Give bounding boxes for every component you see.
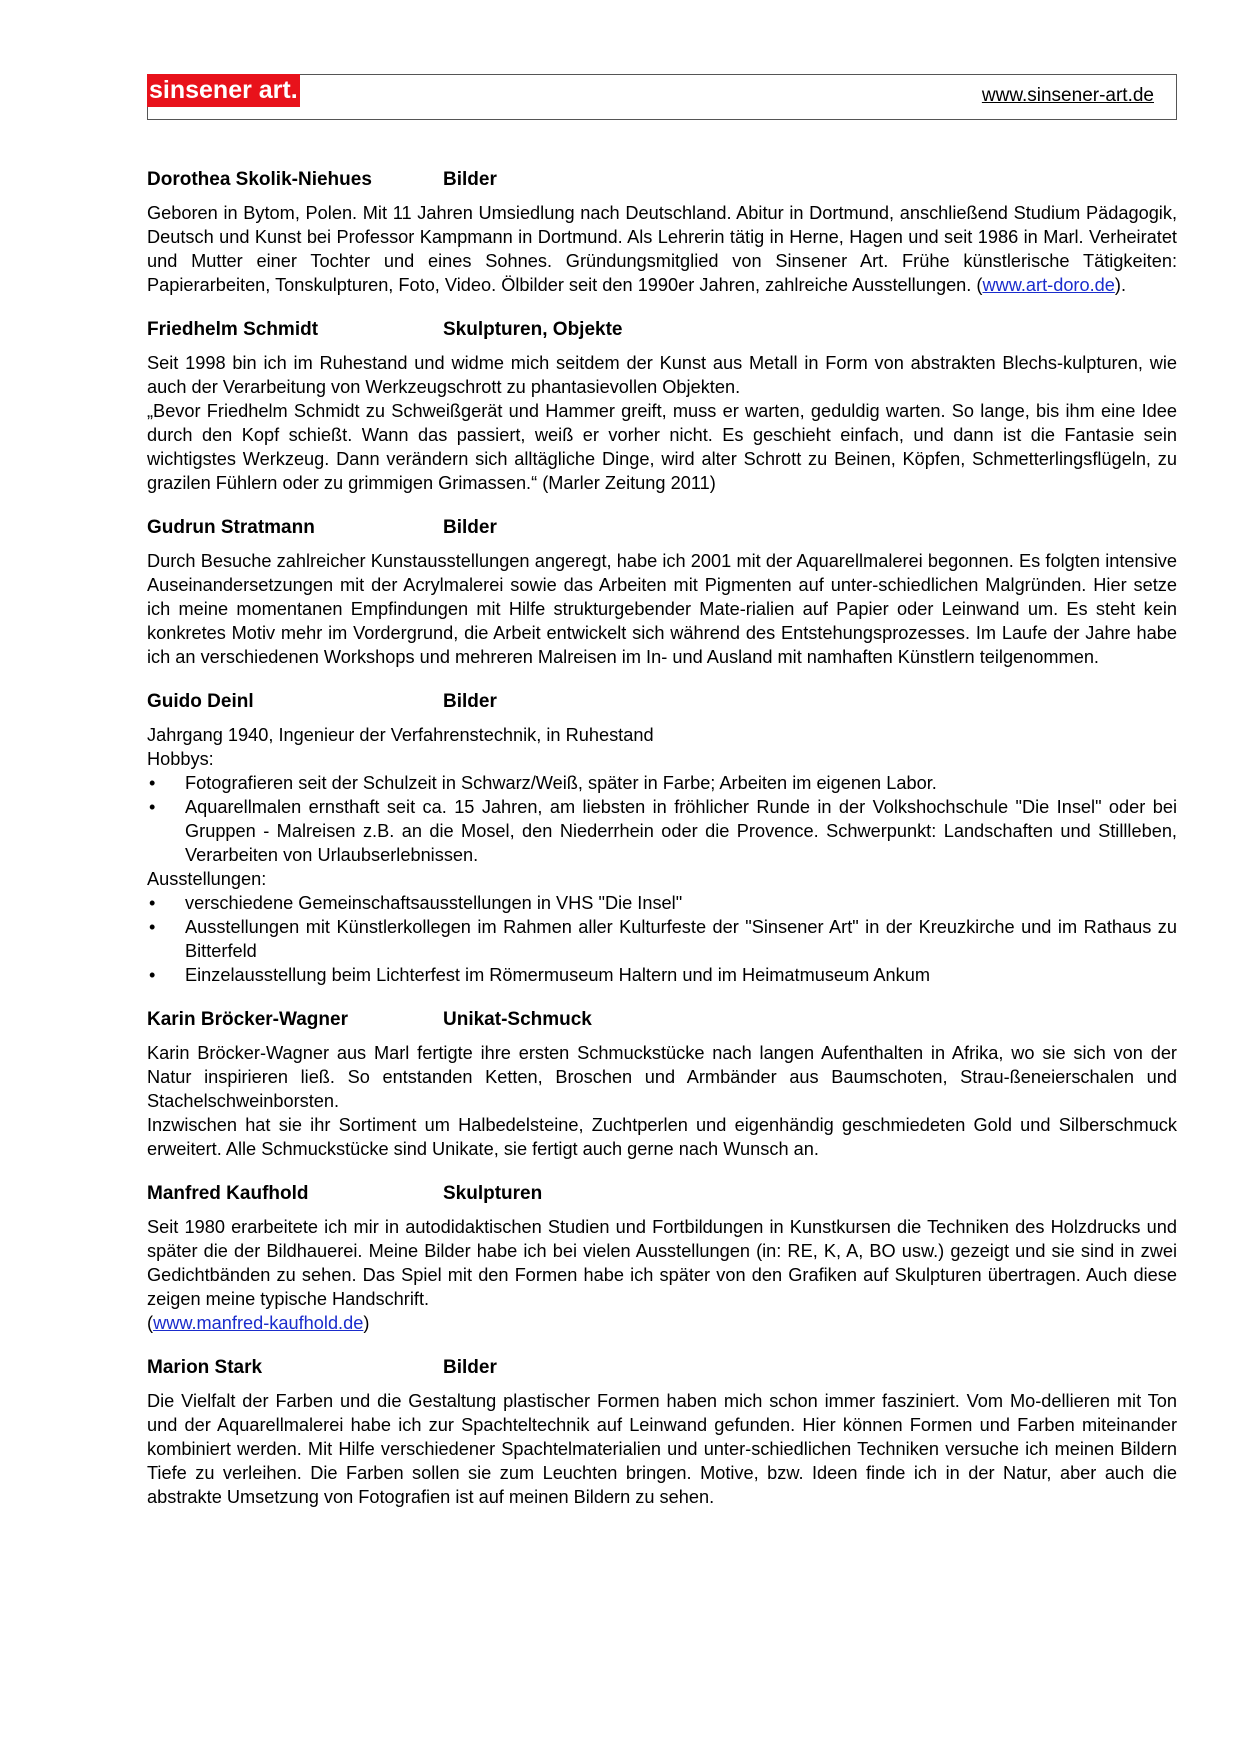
artist-website-link[interactable]: www.manfred-kaufhold.de <box>153 1313 364 1333</box>
bullet-icon: • <box>149 917 156 937</box>
artist-name: Dorothea Skolik-Niehues <box>147 169 372 190</box>
artist-heading <box>147 168 1177 192</box>
artist-bio: Durch Besuche zahlreicher Kunstausstellungen angeregt, habe ich 2001 mit der Aquarellmalerei begonnen. Es folgten intensive Auseinandersetzungen mit der Acrylmalerei sowie das Arbeiten mit Pigmenten auf unter-schiedlichen Malgründen. Hier setze ich meine momentanen Empfindungen mit Hilfe strukturgebender Mate-rialien auf Papier oder Leinwand um. Es steht kein konkretes Motiv mehr im Vordergrund, die Arbeit entwickelt sich während des Entstehungsprozesses. Im Laufe der Jahre habe ich an verschiedenen Workshops und mehreren Malreisen im In- und Ausland mit namhaften Künstlern teilgenommen. <box>147 551 1177 667</box>
artist-heading <box>147 1356 1177 1380</box>
artist-link-line <box>147 1311 1177 1335</box>
artist-bio: Seit 1980 erarbeitete ich mir in autodidaktischen Studien und Fortbildungen in Kunstkursen die Techniken des Holzdrucks und später die der Bildhauerei. Meine Bilder habe ich bei vielen Ausstellungen (in: RE, K, A, BO usw.) gezeigt und sie sind in zwei Gedichtbänden zu sehen. Das Spiel mit den Formen habe ich später von den Grafiken auf Skulpturen übertragen. Auch diese zeigen meine typische Handschrift. <box>147 1217 1177 1309</box>
list-item <box>147 963 1177 987</box>
bullet-icon: • <box>149 773 156 793</box>
artist-bio: Karin Bröcker-Wagner aus Marl fertigte ihre ersten Schmuckstücke nach langen Aufenthalten in Afrika, wo sie sich von der Natur inspirieren ließ. So entstanden Ketten, Broschen und Armbänder aus Baumschoten, Strau-ßeneierschalen und Stachelschweinborsten. <box>147 1043 1177 1111</box>
artist-category: Skulpturen <box>443 1183 543 1204</box>
paren-open: ( <box>147 1313 154 1333</box>
list-item-text: Einzelausstellung beim Lichterfest im Römermuseum Haltern und im Heimatmuseum Ankum <box>185 965 930 985</box>
website-link[interactable]: www.sinsener-art.de <box>981 85 1154 106</box>
exhibitions-label: Ausstellungen: <box>147 869 267 889</box>
brand-logo: sinsener art. <box>147 74 300 107</box>
artist-category: Bilder <box>443 169 497 190</box>
list-item-text: verschiedene Gemeinschaftsausstellungen in VHS "Die Insel" <box>185 893 683 913</box>
artist-category: Bilder <box>443 1357 497 1378</box>
bullet-icon: • <box>149 965 156 985</box>
artist-bio-continued: Inzwischen hat sie ihr Sortiment um Halbedelsteine, Zuchtperlen und eigenhändig geschmiedeten Gold und Silberschmuck erweitert. Alle Schmuckstücke sind Unikate, sie fertigt auch gerne nach Wunsch an. <box>147 1115 1177 1159</box>
artist-entry <box>147 1008 1177 1161</box>
list-item <box>147 795 1177 867</box>
artist-website-link[interactable]: www.art-doro.de <box>982 275 1115 295</box>
artist-heading <box>147 1182 1177 1206</box>
artist-name: Gudrun Stratmann <box>147 517 315 538</box>
artist-name: Guido Deinl <box>147 691 254 712</box>
artist-entry <box>147 690 1177 987</box>
artist-bio: Seit 1998 bin ich im Ruhestand und widme mich seitdem der Kunst aus Metall in Form von abstrakten Blechs-kulpturen, wie auch der Verarbeitung von Werkzeugschrott zu phantasievollen Objekten. <box>147 353 1177 397</box>
list-item-text: Fotografieren seit der Schulzeit in Schwarz/Weiß, später in Farbe; Arbeiten im eigenen Labor. <box>185 773 937 793</box>
artist-heading <box>147 1008 1177 1032</box>
exhibitions-list <box>147 891 1177 987</box>
artist-entry <box>147 1356 1177 1509</box>
artist-category: Unikat-Schmuck <box>443 1009 592 1030</box>
artist-name: Karin Bröcker-Wagner <box>147 1009 348 1030</box>
artist-heading <box>147 690 1177 714</box>
paren-close: ) <box>363 1313 370 1333</box>
artist-name: Manfred Kaufhold <box>147 1183 309 1204</box>
list-item <box>147 891 1177 915</box>
list-item <box>147 771 1177 795</box>
hobbies-label: Hobbys: <box>147 749 214 769</box>
bio-text: Geboren in Bytom, Polen. Mit 11 Jahren Umsiedlung nach Deutschland. Abitur in Dortmund, anschließend Studium Pädagogik, Deutsch und Kunst bei Professor Kampmann in Dortmund. Als Lehrerin tätig in Herne, Hagen und seit 1986 in Marl. Verheiratet und Mutter einer Tochter und eines Sohnes. Gründungsmitglied von Sinsener Art. Frühe künstlerische Tätigkeiten: Papierarbeiten, Tonskulpturen, Foto, Video. Ölbilder seit den 1990er Jahren, zahlreiche Ausstellungen. ( <box>147 203 1177 295</box>
artist-name: Marion Stark <box>147 1357 263 1378</box>
artist-bio: Jahrgang 1940, Ingenieur der Verfahrenstechnik, in Ruhestand <box>147 725 654 745</box>
list-item <box>147 915 1177 963</box>
artist-category: Skulpturen, Objekte <box>443 319 623 340</box>
bio-text-end: ). <box>1114 275 1127 295</box>
artist-heading <box>147 516 1177 540</box>
list-item-text: Aquarellmalen ernsthaft seit ca. 15 Jahren, am liebsten in fröhlicher Runde in der Volkshochschule "Die Insel" oder bei Gruppen - Malreisen z.B. an die Mosel, den Niederrhein oder die Provence. Schwerpunkt: Landschaften und Stillleben, Verarbeiten von Urlaubserlebnissen. <box>185 797 1177 865</box>
bullet-icon: • <box>149 893 156 913</box>
artist-name: Friedhelm Schmidt <box>147 319 319 340</box>
artist-entry <box>147 168 1177 297</box>
artist-entry <box>147 318 1177 495</box>
list-item-text: Ausstellungen mit Künstlerkollegen im Rahmen aller Kulturfeste der "Sinsener Art" in der Kreuzkirche und im Rathaus zu Bitterfeld <box>185 917 1177 961</box>
bullet-icon: • <box>149 797 156 817</box>
artist-category: Bilder <box>443 517 497 538</box>
artist-quote: „Bevor Friedhelm Schmidt zu Schweißgerät und Hammer greift, muss er warten, geduldig warten. So lange, bis ihm eine Idee durch den Kopf schießt. Wann das passiert, weiß er vorher nicht. Es geschieht einfach, und dann ist die Fantasie sein wichtigstes Werkzeug. Dann verändern sich alltägliche Dinge, wird alter Schrott zu Beinen, Köpfen, Schmetterlingsflügeln, zu grazilen Fühlern oder zu grimmigen Grimassen.“ (Marler Zeitung 2011) <box>147 401 1177 493</box>
artist-bio: Die Vielfalt der Farben und die Gestaltung plastischer Formen haben mich schon immer fasziniert. Vom Mo-dellieren mit Ton und der Aquarellmalerei habe ich zur Spachteltechnik auf Leinwand gefunden. Hier können Formen und Farben miteinander kombiniert werden. Mit Hilfe verschiedener Spachtelmaterialien und unter-schiedlichen Techniken versuche ich meinen Bildern Tiefe zu verleihen. Die Farben sollen sie zum Leuchten bringen. Motive, bzw. Ideen finde ich in der Natur, aber auch die abstrakte Umsetzung von Fotografien ist auf meinen Bildern zu sehen. <box>147 1391 1177 1507</box>
artist-entry <box>147 516 1177 669</box>
document-page <box>147 74 1177 1530</box>
artist-category: Bilder <box>443 691 497 712</box>
artist-bio <box>147 201 1177 297</box>
artist-entry <box>147 1182 1177 1335</box>
hobbies-list <box>147 771 1177 867</box>
page-header <box>147 74 1177 120</box>
artist-heading <box>147 318 1177 342</box>
